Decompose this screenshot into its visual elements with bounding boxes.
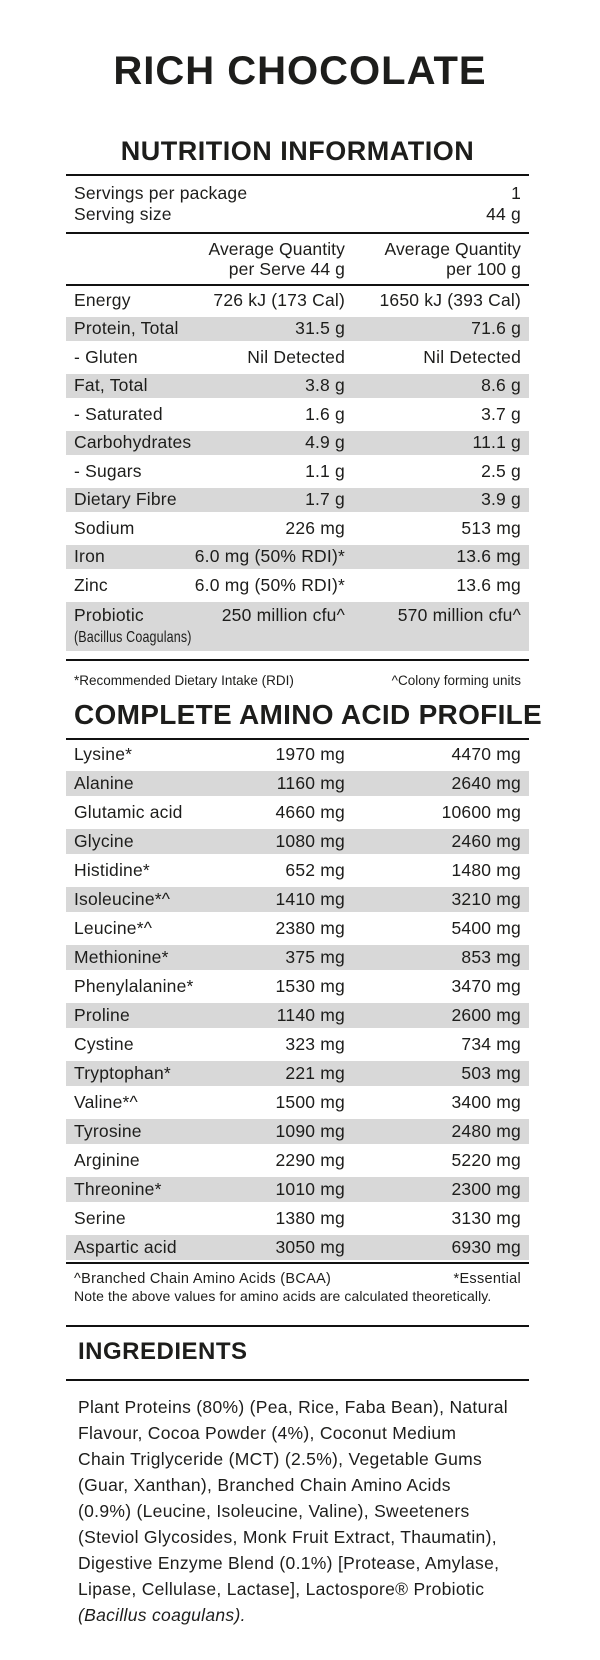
nutrient-per-serve-value: Nil Detected — [247, 346, 345, 367]
amino-per-100g-value: 2460 mg — [451, 830, 521, 851]
nutrient-per-serve-value: 31.5 g — [295, 318, 345, 339]
serving-row — [66, 204, 529, 225]
probiotic-per-100g-value: 570 million cfu^ — [397, 604, 521, 625]
column-header-empty — [66, 239, 176, 279]
amino-per-100g-value: 503 mg — [461, 1062, 521, 1083]
product-flavour-title: RICH CHOCOLATE — [113, 49, 487, 93]
amino-per-100g-value: 3470 mg — [451, 975, 521, 996]
probiotic-strain-sublabel: (Bacillus Coagulans) — [74, 628, 192, 646]
amino-per-serve-value: 1970 mg — [275, 743, 345, 764]
nutrient-label: - Gluten — [74, 346, 138, 367]
amino-per-100g-value: 6930 mg — [451, 1236, 521, 1257]
nutrition-table — [66, 286, 529, 600]
column-header-per-100g: Average Quantity per 100 g — [384, 239, 521, 279]
amino-per-serve-value: 1090 mg — [275, 1120, 345, 1141]
divider — [66, 1325, 529, 1327]
amino-acid-row — [66, 885, 529, 914]
amino-acid-profile-heading: COMPLETE AMINO ACID PROFILE — [74, 698, 543, 730]
amino-acid-row — [66, 856, 529, 885]
nutrition-table-row — [66, 286, 529, 315]
amino-acid-label: Glycine — [74, 830, 134, 851]
nutrient-label: Energy — [74, 289, 131, 310]
nutrient-label: - Sugars — [74, 460, 142, 481]
cfu-footnote: ^Colony forming units — [391, 672, 521, 688]
amino-acid-label: Lysine* — [74, 743, 133, 764]
nutrient-label: Zinc — [74, 574, 108, 595]
amino-acid-label: Valine*^ — [74, 1091, 138, 1112]
nutrition-table-row — [66, 315, 529, 344]
nutrient-per-serve-value: 1.6 g — [305, 403, 345, 424]
servings-info — [66, 176, 529, 232]
nutrient-per-100g-value: 71.6 g — [471, 318, 521, 339]
ingredients-line: Lipase, Cellulase, Lactase], Lactospore® Probiotic — [78, 1578, 485, 1599]
nutrient-per-100g-value: Nil Detected — [423, 346, 521, 367]
nutrient-per-serve-value: 3.8 g — [305, 375, 345, 396]
ingredients-line: (Steviol Glycosides, Monk Fruit Extract, Thaumatin), — [78, 1526, 497, 1547]
amino-per-serve-value: 1500 mg — [275, 1091, 345, 1112]
nutrient-per-100g-value: 11.1 g — [472, 432, 521, 453]
amino-per-serve-value: 1410 mg — [275, 888, 345, 909]
amino-per-serve-value: 1160 mg — [276, 772, 345, 793]
nutrition-section — [66, 136, 543, 1628]
amino-per-100g-value: 734 mg — [461, 1033, 521, 1054]
column-header-per-serve: Average Quantity per Serve 44 g — [208, 239, 345, 279]
amino-per-100g-value: 10600 mg — [441, 801, 521, 822]
amino-acid-label: Leucine*^ — [74, 917, 153, 938]
amino-per-100g-value: 5400 mg — [451, 917, 521, 938]
nutrient-per-serve-value: 226 mg — [285, 517, 345, 538]
nutrient-per-100g-value: 3.7 g — [481, 403, 521, 424]
nutrient-per-serve-value: 6.0 mg (50% RDI)* — [194, 574, 345, 595]
amino-acid-label: Cystine — [74, 1033, 134, 1054]
amino-acid-label: Methionine* — [74, 946, 169, 967]
nutrient-per-serve-value: 4.9 g — [305, 432, 345, 453]
serving-value: 1 — [511, 183, 521, 203]
ingredients-line: Plant Proteins (80%) (Pea, Rice, Faba Bean), Natural — [78, 1396, 508, 1417]
serving-row — [66, 183, 529, 204]
amino-acid-row — [66, 1175, 529, 1204]
amino-per-serve-value: 323 mg — [285, 1033, 345, 1054]
amino-per-100g-value: 1480 mg — [451, 859, 521, 880]
nutrition-table-row — [66, 486, 529, 515]
amino-acid-label: Glutamic acid — [74, 801, 183, 822]
ingredients-list — [66, 1394, 529, 1628]
amino-per-serve-value: 4660 mg — [275, 801, 345, 822]
nutrient-per-100g-value: 1650 kJ (393 Cal) — [379, 289, 521, 310]
amino-per-serve-value: 652 mg — [285, 859, 345, 880]
amino-per-100g-value: 3400 mg — [451, 1091, 521, 1112]
amino-per-serve-value: 1080 mg — [275, 830, 345, 851]
amino-per-100g-value: 2300 mg — [451, 1178, 521, 1199]
ingredients-line: Digestive Enzyme Blend (0.1%) [Protease, Amylase, — [78, 1552, 500, 1573]
amino-per-serve-value: 1010 mg — [275, 1178, 345, 1199]
amino-per-serve-value: 2380 mg — [275, 917, 345, 938]
amino-acid-label: Serine — [74, 1207, 126, 1228]
amino-acid-row — [66, 1204, 529, 1233]
nutrient-per-serve-value: 6.0 mg (50% RDI)* — [194, 546, 345, 567]
serving-label: Serving size — [74, 204, 172, 224]
essential-footnote: *Essential — [453, 1271, 521, 1287]
nutrition-table-row — [66, 514, 529, 543]
amino-acid-row — [66, 769, 529, 798]
amino-per-serve-value: 1140 mg — [276, 1004, 345, 1025]
nutrition-table-row — [66, 543, 529, 572]
amino-per-serve-value: 2290 mg — [275, 1149, 345, 1170]
amino-acid-row — [66, 827, 529, 856]
amino-per-100g-value: 2480 mg — [451, 1120, 521, 1141]
nutrient-label: Sodium — [74, 517, 135, 538]
amino-per-serve-value: 1380 mg — [275, 1207, 345, 1228]
column-headers — [66, 234, 529, 284]
amino-acid-row — [66, 972, 529, 1001]
nutrient-label: Iron — [74, 546, 105, 567]
amino-acid-row — [66, 1233, 529, 1262]
amino-acid-row — [66, 1117, 529, 1146]
nutrition-table-row — [66, 372, 529, 401]
amino-acid-label: Aspartic acid — [74, 1236, 177, 1257]
amino-acid-table — [66, 740, 529, 1262]
amino-acid-label: Arginine — [74, 1149, 140, 1170]
bcaa-footnote: ^Branched Chain Amino Acids (BCAA) — [74, 1271, 332, 1287]
nutrient-per-100g-value: 3.9 g — [481, 489, 521, 510]
serving-value: 44 g — [486, 204, 521, 224]
amino-per-serve-value: 221 mg — [285, 1062, 345, 1083]
nutrient-label: - Saturated — [74, 403, 163, 424]
nutrition-footnotes — [66, 672, 529, 689]
ingredients-line: (Bacillus coagulans). — [78, 1604, 246, 1625]
amino-acid-row — [66, 914, 529, 943]
amino-acid-row — [66, 943, 529, 972]
amino-per-100g-value: 853 mg — [461, 946, 521, 967]
nutrition-table-row — [66, 429, 529, 458]
nutrient-per-100g-value: 2.5 g — [481, 460, 521, 481]
nutrient-label: Dietary Fibre — [74, 489, 177, 510]
amino-acid-row — [66, 1001, 529, 1030]
amino-acid-row — [66, 1088, 529, 1117]
nutrient-per-100g-value: 13.6 mg — [456, 574, 521, 595]
nutrient-per-100g-value: 13.6 mg — [456, 546, 521, 567]
divider — [66, 659, 529, 661]
amino-acid-label: Histidine* — [74, 859, 150, 880]
theoretical-values-note: Note the above values for amino acids are calculated theoretically. — [74, 1287, 492, 1304]
amino-per-serve-value: 3050 mg — [275, 1236, 345, 1257]
amino-acid-label: Tryptophan* — [74, 1062, 171, 1083]
amino-per-100g-value: 5220 mg — [451, 1149, 521, 1170]
amino-footnotes — [66, 1271, 529, 1288]
amino-per-100g-value: 4470 mg — [451, 743, 521, 764]
nutrient-per-100g-value: 8.6 g — [481, 375, 521, 396]
rdi-footnote: *Recommended Dietary Intake (RDI) — [74, 672, 294, 688]
divider — [66, 1379, 529, 1381]
amino-per-serve-value: 1530 mg — [275, 975, 345, 996]
nutrient-per-serve-value: 1.1 g — [305, 460, 345, 481]
nutrient-label: Fat, Total — [74, 375, 148, 396]
amino-acid-label: Alanine — [74, 772, 134, 793]
probiotic-row — [66, 600, 529, 653]
nutrient-per-100g-value: 513 mg — [461, 517, 521, 538]
amino-acid-label: Threonine* — [74, 1178, 162, 1199]
amino-per-100g-value: 2640 mg — [451, 772, 521, 793]
divider — [66, 1262, 529, 1264]
amino-per-serve-value: 375 mg — [285, 946, 345, 967]
nutrient-label: Protein, Total — [74, 318, 179, 339]
ingredients-line: (0.9%) (Leucine, Isoleucine, Valine), Sweeteners — [78, 1500, 470, 1521]
ingredients-line: (Guar, Xanthan), Branched Chain Amino Acids — [78, 1474, 451, 1495]
nutrient-per-serve-value: 726 kJ (173 Cal) — [213, 289, 345, 310]
amino-acid-row — [66, 740, 529, 769]
probiotic-label: Probiotic (Bacillus Coagulans) — [74, 604, 192, 646]
amino-acid-label: Proline — [74, 1004, 130, 1025]
ingredients-heading: INGREDIENTS — [78, 1337, 248, 1365]
amino-acid-label: Isoleucine*^ — [74, 888, 171, 909]
nutrient-label: Carbohydrates — [74, 432, 192, 453]
probiotic-per-serve-value: 250 million cfu^ — [221, 604, 345, 625]
amino-acid-row — [66, 798, 529, 827]
amino-per-100g-value: 3210 mg — [451, 888, 521, 909]
amino-acid-label: Tyrosine — [74, 1120, 142, 1141]
amino-acid-row — [66, 1030, 529, 1059]
ingredients-line: Flavour, Cocoa Powder (4%), Coconut Medium — [78, 1422, 457, 1443]
ingredients-line: Chain Triglyceride (MCT) (2.5%), Vegetable Gums — [78, 1448, 483, 1469]
serving-label: Servings per package — [74, 183, 248, 203]
nutrition-table-row — [66, 400, 529, 429]
amino-acid-row — [66, 1146, 529, 1175]
nutrition-table-row — [66, 343, 529, 372]
nutrition-table-row — [66, 571, 529, 600]
amino-acid-label: Phenylalanine* — [74, 975, 194, 996]
amino-acid-row — [66, 1059, 529, 1088]
amino-per-100g-value: 3130 mg — [451, 1207, 521, 1228]
amino-per-100g-value: 2600 mg — [451, 1004, 521, 1025]
nutrition-information-heading: NUTRITION INFORMATION — [120, 136, 475, 166]
nutrient-per-serve-value: 1.7 g — [305, 489, 345, 510]
nutrition-table-row — [66, 457, 529, 486]
